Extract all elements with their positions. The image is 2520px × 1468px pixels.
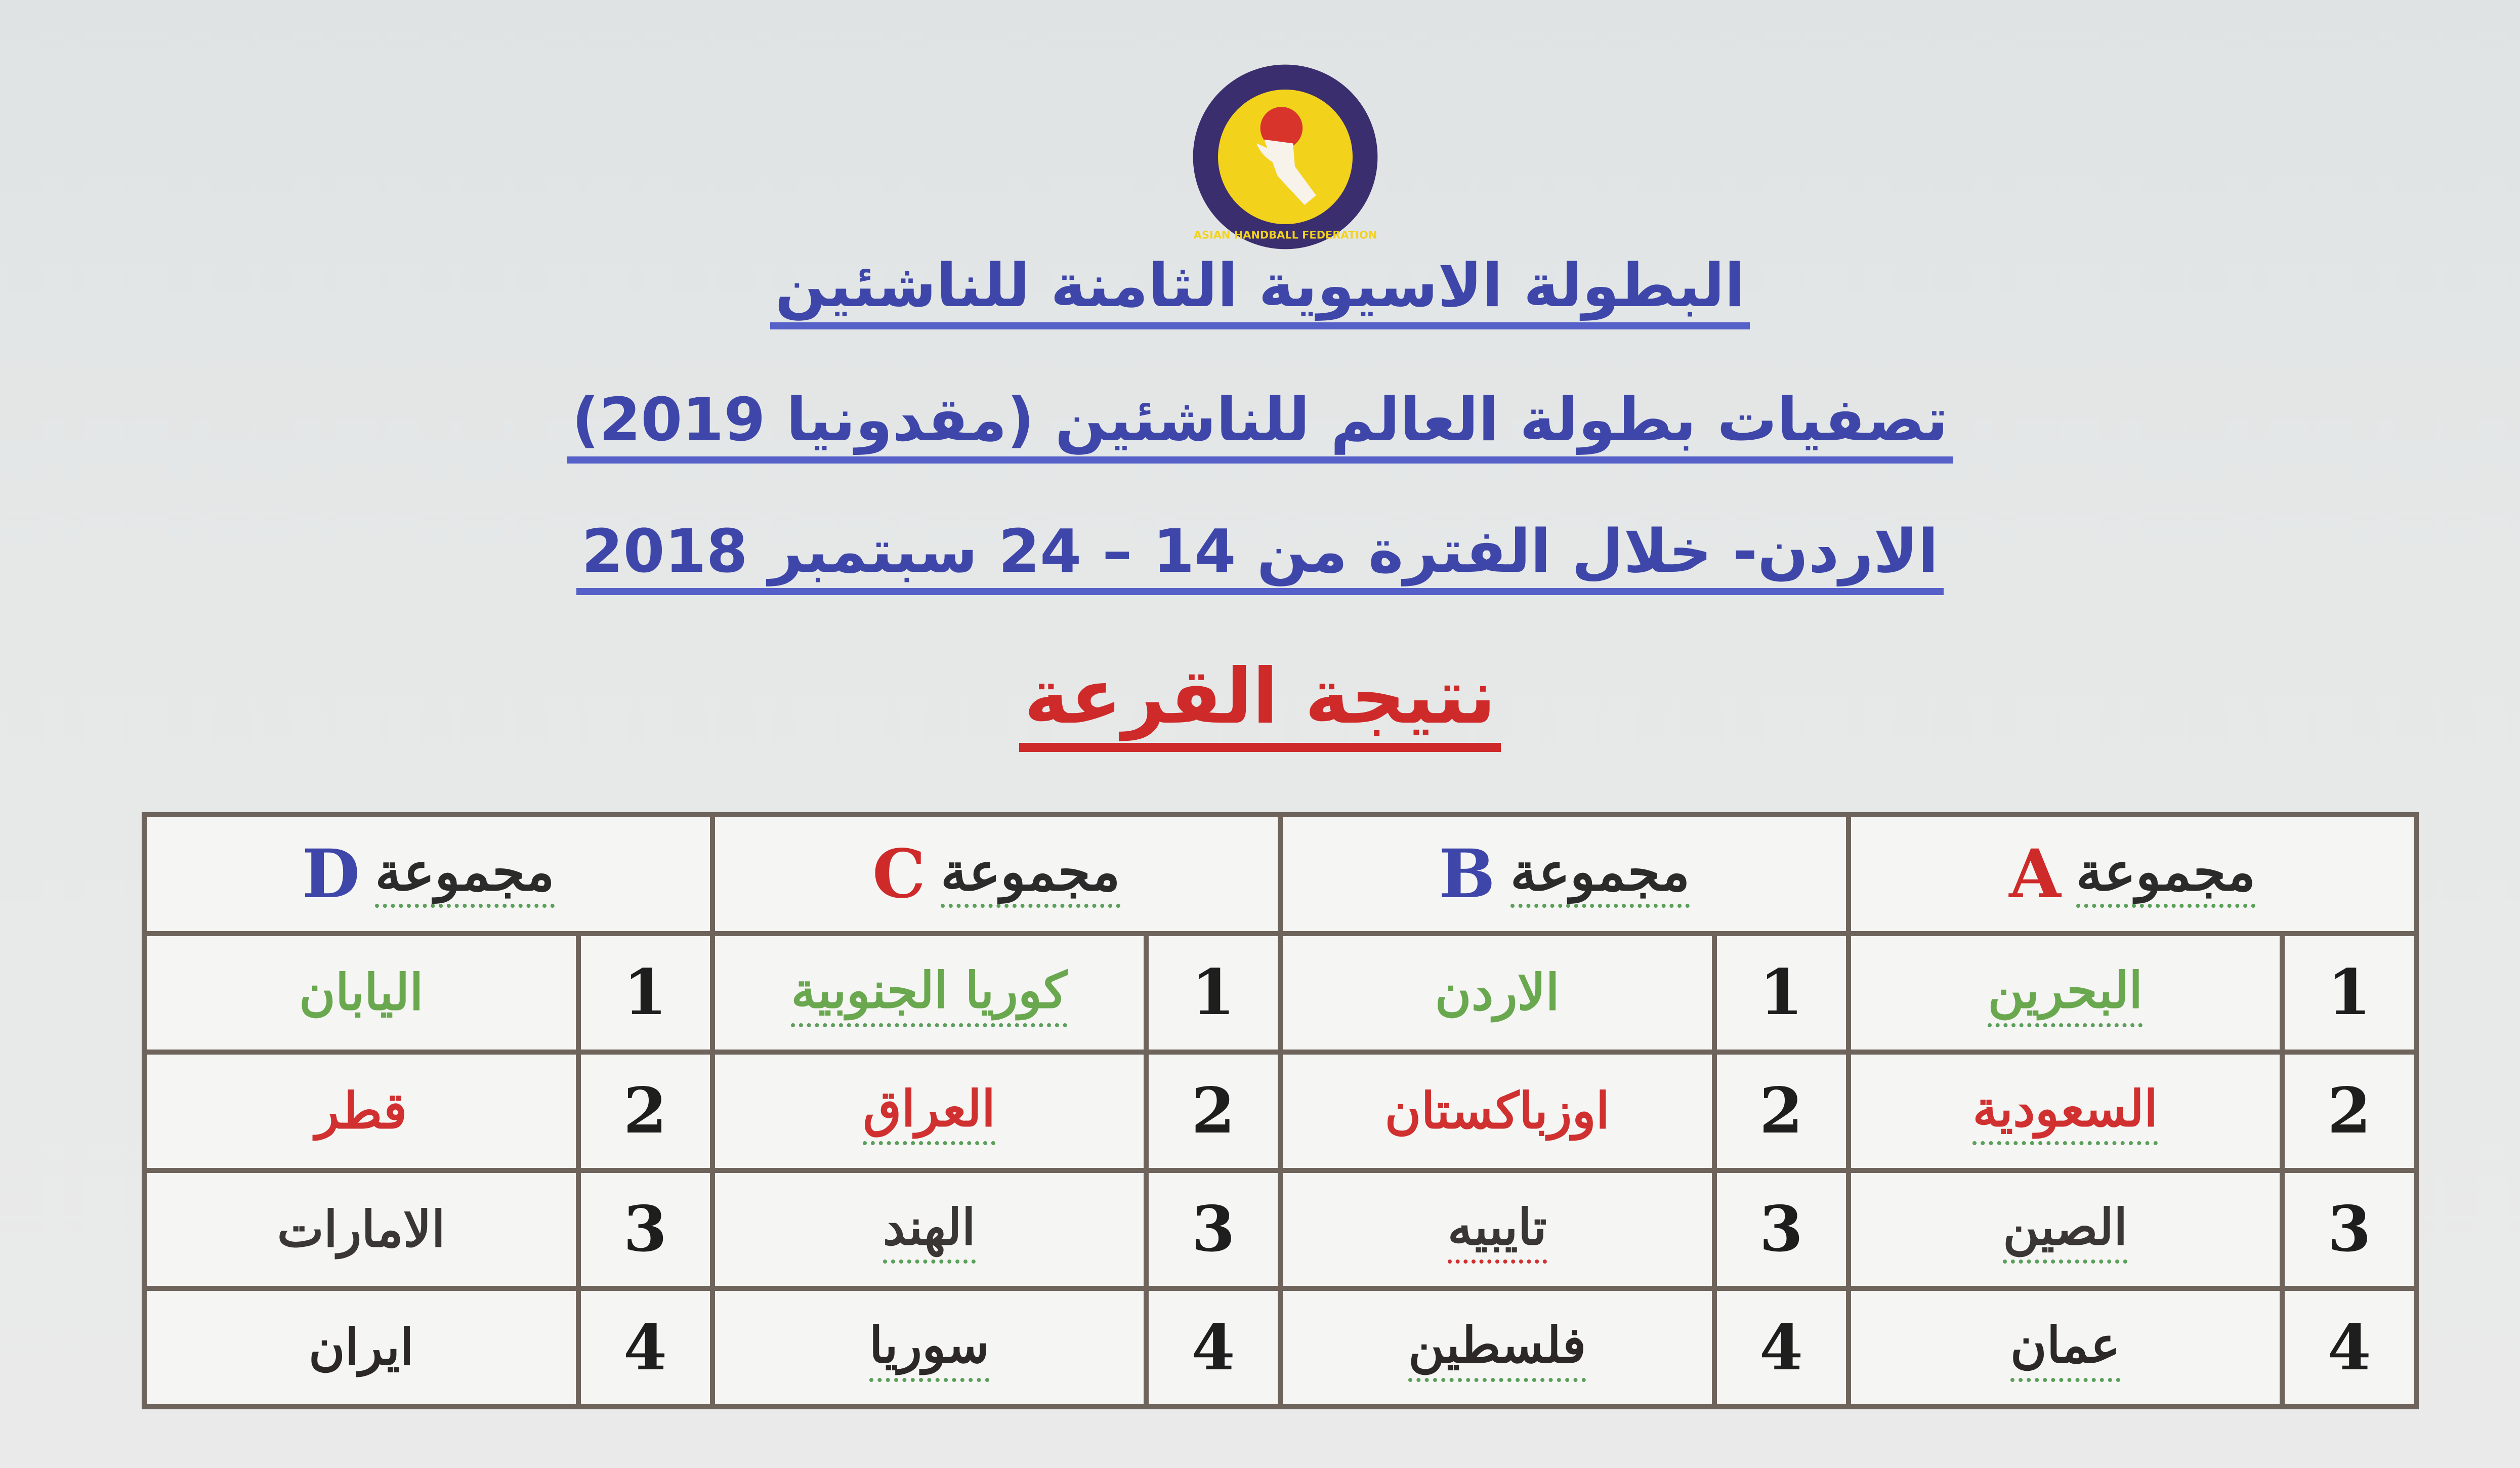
rank-cell: 2 [1712,1055,1846,1168]
team-cell [1851,1173,2280,1286]
team-name: تايبيه [1448,1195,1547,1264]
team-name: العراق [863,1077,995,1145]
group-b [1278,817,1846,1404]
table-row [147,1055,710,1173]
team-name: الاردن [1435,963,1560,1022]
group-label: مجموعة [1510,841,1690,908]
team-name: الصين [2003,1195,2127,1264]
team-cell [1851,1291,2280,1404]
group-c [710,817,1278,1404]
team-name: اوزباكستان [1384,1081,1610,1140]
rank-cell: 3 [576,1173,710,1286]
team-cell [147,1173,576,1286]
asian-handball-federation-logo [1189,61,1381,253]
championship-heading [0,250,2520,329]
rank-cell: 1 [576,936,710,1050]
rank-cell: 1 [1144,936,1278,1050]
team-name: البحرين [1988,958,2143,1027]
team-name: ايران [308,1318,414,1377]
rank-cell: 4 [1144,1291,1278,1404]
group-label: مجموعة [375,841,555,908]
group-letter: C [872,835,926,913]
table-row [1283,1173,1846,1291]
logo-text: ASIAN HANDBALL FEDERATION [1193,229,1377,241]
championship-title: البطولة الاسيوية الثامنة للناشئين [770,251,1750,329]
team-cell [147,1055,576,1168]
rank-cell: 2 [576,1055,710,1168]
team-cell [715,1173,1144,1286]
team-cell [1283,1055,1712,1168]
team-cell [1283,1173,1712,1286]
group-c-header [715,817,1278,936]
team-cell [715,1291,1144,1404]
rank-cell: 3 [2280,1173,2414,1286]
table-row [1851,936,2414,1055]
group-letter: D [302,835,360,913]
team-cell [1851,1055,2280,1168]
table-row [1851,1291,2414,1404]
table-row [1283,1055,1846,1173]
draw-result-title: نتيجة القرعة [1019,653,1501,752]
team-name: اليابان [299,963,424,1022]
team-cell [1283,936,1712,1050]
rank-cell: 4 [576,1291,710,1404]
team-name: الامارات [277,1200,445,1259]
team-name: السعودية [1972,1077,2158,1145]
team-cell [1851,936,2280,1050]
table-row [715,936,1278,1055]
qualification-title: تصفيات بطولة العالم للناشئين (مقدونيا 2019) [567,386,1953,464]
venue-dates-heading [0,516,2520,595]
rank-cell: 4 [1712,1291,1846,1404]
team-name: الهند [883,1195,976,1264]
qualification-heading [0,385,2520,464]
rank-cell: 2 [2280,1055,2414,1168]
table-row [147,1173,710,1291]
team-cell [715,1055,1144,1168]
venue-dates-text: الاردن- خلال الفترة من 14 – 24 سبتمبر 2018 [576,517,1943,595]
group-d [147,817,710,1404]
rank-cell: 3 [1712,1173,1846,1286]
table-row [715,1173,1278,1291]
group-b-header [1283,817,1846,936]
team-name: عمان [2010,1313,2120,1381]
table-row [715,1055,1278,1173]
rank-cell: 3 [1144,1173,1278,1286]
table-row [1283,1291,1846,1404]
team-name: سوريا [869,1313,989,1381]
group-a [1846,817,2414,1404]
rank-cell: 2 [1144,1055,1278,1168]
group-d-header [147,817,710,936]
team-cell [715,936,1144,1050]
team-name: كوريا الجنوبية [791,958,1067,1027]
table-row [1851,1055,2414,1173]
rank-cell: 4 [2280,1291,2414,1404]
team-cell [147,936,576,1050]
group-label: مجموعة [2076,841,2256,908]
group-label: مجموعة [941,841,1120,908]
table-row [1283,936,1846,1055]
draw-table [142,812,2419,1409]
draw-result-heading [0,653,2520,752]
group-a-header [1851,817,2414,936]
group-letter: B [1439,835,1495,913]
table-row [1851,1173,2414,1291]
table-row [715,1291,1278,1404]
rank-cell: 1 [2280,936,2414,1050]
team-name: فلسطين [1408,1313,1586,1381]
team-cell [1283,1291,1712,1404]
group-letter: A [2009,835,2061,913]
table-row [147,1291,710,1404]
team-name: قطر [315,1081,407,1140]
table-row [147,936,710,1055]
team-cell [147,1291,576,1404]
rank-cell: 1 [1712,936,1846,1050]
